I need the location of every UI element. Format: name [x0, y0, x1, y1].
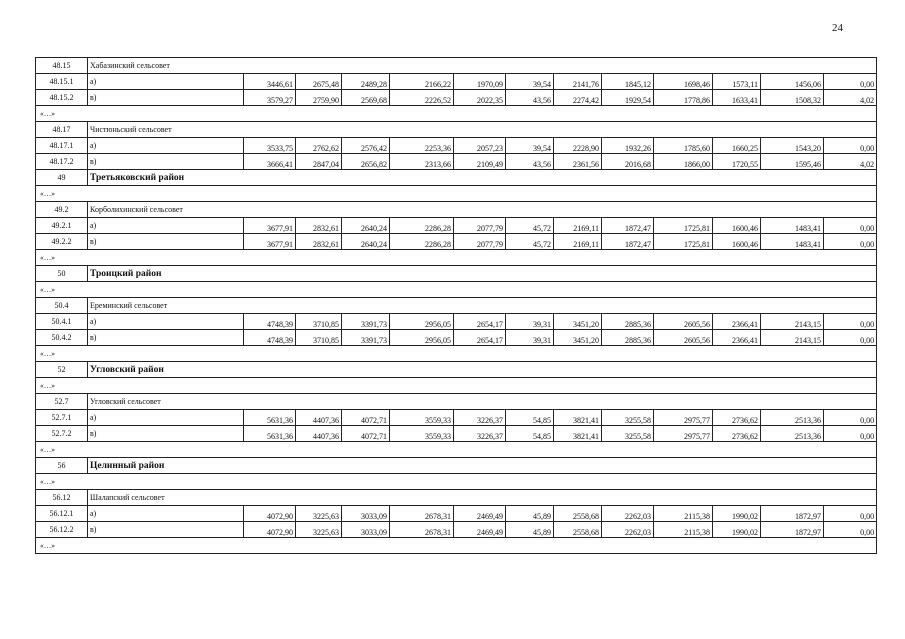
value-cell: 2736,62 — [713, 426, 761, 442]
value-cell: 1633,41 — [713, 90, 761, 106]
value-cell: 2262,03 — [602, 506, 654, 522]
row-code: 48.15 — [36, 58, 88, 74]
value-cell: 2253,36 — [390, 138, 454, 154]
value-cell: 2469,49 — [454, 522, 506, 538]
value-cell: 2847,04 — [296, 154, 342, 170]
value-cell: 1990,02 — [713, 522, 761, 538]
value-cell: 2678,31 — [390, 506, 454, 522]
data-row — [36, 138, 877, 154]
value-cell: 1543,20 — [761, 138, 824, 154]
value-cell: 0,00 — [824, 314, 877, 330]
value-cell: 2605,56 — [654, 330, 713, 346]
row-code: 52.7 — [36, 394, 88, 410]
value-cell: 2654,17 — [454, 330, 506, 346]
value-cell: 3255,58 — [602, 410, 654, 426]
value-cell: 43,56 — [506, 90, 554, 106]
row-code: 50.4.2 — [36, 330, 88, 346]
value-cell: 45,89 — [506, 506, 554, 522]
value-cell: 3225,63 — [296, 522, 342, 538]
value-cell: 0,00 — [824, 506, 877, 522]
value-cell: 2077,79 — [454, 218, 506, 234]
value-cell: 2022,35 — [454, 90, 506, 106]
row-code: 52 — [36, 362, 88, 378]
district-name: Троицкий район — [88, 266, 877, 282]
data-row — [36, 218, 877, 234]
data-row — [36, 154, 877, 170]
value-cell: 3821,41 — [554, 426, 602, 442]
row-code: 52.7.2 — [36, 426, 88, 442]
district-name: Третьяковский район — [88, 170, 877, 186]
value-cell: 0,00 — [824, 74, 877, 90]
value-cell: 2832,61 — [296, 218, 342, 234]
ellipsis-row — [36, 282, 877, 298]
row-code: 56 — [36, 458, 88, 474]
value-cell: 3579,27 — [244, 90, 296, 106]
value-cell: 2975,77 — [654, 410, 713, 426]
ellipsis-row — [36, 442, 877, 458]
value-cell: 4,02 — [824, 154, 877, 170]
row-code: 49.2.1 — [36, 218, 88, 234]
page-number: 24 — [832, 22, 843, 34]
value-cell: 1872,97 — [761, 522, 824, 538]
district-row — [36, 362, 877, 378]
district-name: Угловский район — [88, 362, 877, 378]
value-cell: 1929,54 — [602, 90, 654, 106]
ellipsis-cell: «…» — [36, 538, 877, 554]
value-cell: 4072,71 — [342, 426, 390, 442]
data-row — [36, 426, 877, 442]
ellipsis-cell: «…» — [36, 282, 877, 298]
value-cell: 2228,90 — [554, 138, 602, 154]
value-cell: 2361,56 — [554, 154, 602, 170]
district-row — [36, 170, 877, 186]
value-cell: 1866,00 — [654, 154, 713, 170]
value-cell: 0,00 — [824, 330, 877, 346]
row-code: 52.7.1 — [36, 410, 88, 426]
row-code: 48.15.1 — [36, 74, 88, 90]
value-cell: 2956,05 — [390, 330, 454, 346]
ellipsis-cell: «…» — [36, 250, 877, 266]
row-code: 56.12.1 — [36, 506, 88, 522]
value-cell: 1600,46 — [713, 234, 761, 250]
value-cell: 0,00 — [824, 522, 877, 538]
value-cell: 1725,81 — [654, 218, 713, 234]
value-cell: 45,72 — [506, 218, 554, 234]
row-label: а) — [88, 506, 244, 522]
value-cell: 3677,91 — [244, 234, 296, 250]
row-label: а) — [88, 138, 244, 154]
header-row — [36, 202, 877, 218]
value-cell: 4,02 — [824, 90, 877, 106]
row-code: 56.12 — [36, 490, 88, 506]
value-cell: 2286,28 — [390, 234, 454, 250]
value-cell: 1872,97 — [761, 506, 824, 522]
value-cell: 1778,86 — [654, 90, 713, 106]
row-label: в) — [88, 330, 244, 346]
value-cell: 1872,47 — [602, 234, 654, 250]
value-cell: 3255,58 — [602, 426, 654, 442]
value-cell: 2115,38 — [654, 506, 713, 522]
value-cell: 3710,85 — [296, 330, 342, 346]
value-cell: 2832,61 — [296, 234, 342, 250]
row-label: а) — [88, 314, 244, 330]
value-cell: 3533,75 — [244, 138, 296, 154]
value-cell: 2143,15 — [761, 330, 824, 346]
value-cell: 2762,62 — [296, 138, 342, 154]
value-cell: 1483,41 — [761, 234, 824, 250]
ellipsis-row — [36, 474, 877, 490]
settlement-name: Хабазинский сельсовет — [88, 58, 877, 74]
value-cell: 1595,46 — [761, 154, 824, 170]
row-label: а) — [88, 74, 244, 90]
value-cell: 4748,39 — [244, 330, 296, 346]
value-cell: 1970,09 — [454, 74, 506, 90]
header-row — [36, 298, 877, 314]
ellipsis-cell: «…» — [36, 378, 877, 394]
value-cell: 2558,68 — [554, 522, 602, 538]
value-cell: 4072,71 — [342, 410, 390, 426]
value-cell: 2166,22 — [390, 74, 454, 90]
value-cell: 2656,82 — [342, 154, 390, 170]
value-cell: 45,89 — [506, 522, 554, 538]
row-label: в) — [88, 90, 244, 106]
value-cell: 4072,90 — [244, 522, 296, 538]
data-row — [36, 330, 877, 346]
district-name: Целинный район — [88, 458, 877, 474]
value-cell: 0,00 — [824, 218, 877, 234]
tariff-table — [35, 57, 877, 554]
row-code: 49 — [36, 170, 88, 186]
value-cell: 2109,49 — [454, 154, 506, 170]
value-cell: 2141,76 — [554, 74, 602, 90]
ellipsis-row — [36, 538, 877, 554]
value-cell: 2640,24 — [342, 218, 390, 234]
data-row — [36, 74, 877, 90]
value-cell: 2143,15 — [761, 314, 824, 330]
row-label: а) — [88, 410, 244, 426]
row-label: в) — [88, 154, 244, 170]
ellipsis-row — [36, 106, 877, 122]
value-cell: 2640,24 — [342, 234, 390, 250]
value-cell: 1456,06 — [761, 74, 824, 90]
ellipsis-row — [36, 346, 877, 362]
row-code: 48.17 — [36, 122, 88, 138]
value-cell: 2169,11 — [554, 218, 602, 234]
header-row — [36, 58, 877, 74]
value-cell: 2115,38 — [654, 522, 713, 538]
ellipsis-row — [36, 186, 877, 202]
value-cell: 1660,25 — [713, 138, 761, 154]
value-cell: 3451,20 — [554, 330, 602, 346]
value-cell: 2678,31 — [390, 522, 454, 538]
value-cell: 3559,33 — [390, 426, 454, 442]
data-row — [36, 410, 877, 426]
value-cell: 1845,12 — [602, 74, 654, 90]
data-row — [36, 522, 877, 538]
value-cell: 2513,36 — [761, 410, 824, 426]
value-cell: 3677,91 — [244, 218, 296, 234]
value-cell: 0,00 — [824, 426, 877, 442]
ellipsis-cell: «…» — [36, 474, 877, 490]
value-cell: 2956,05 — [390, 314, 454, 330]
value-cell: 2274,42 — [554, 90, 602, 106]
value-cell: 2675,48 — [296, 74, 342, 90]
value-cell: 2057,23 — [454, 138, 506, 154]
value-cell: 3391,73 — [342, 330, 390, 346]
row-label: в) — [88, 426, 244, 442]
value-cell: 3559,33 — [390, 410, 454, 426]
value-cell: 2885,36 — [602, 314, 654, 330]
value-cell: 45,72 — [506, 234, 554, 250]
value-cell: 2558,68 — [554, 506, 602, 522]
value-cell: 1785,60 — [654, 138, 713, 154]
data-row — [36, 234, 877, 250]
value-cell: 1990,02 — [713, 506, 761, 522]
row-label: в) — [88, 522, 244, 538]
value-cell: 4072,90 — [244, 506, 296, 522]
value-cell: 1698,46 — [654, 74, 713, 90]
row-code: 50.4 — [36, 298, 88, 314]
row-code: 50 — [36, 266, 88, 282]
row-code: 49.2 — [36, 202, 88, 218]
value-cell: 3821,41 — [554, 410, 602, 426]
row-code: 56.12.2 — [36, 522, 88, 538]
value-cell: 2366,41 — [713, 314, 761, 330]
ellipsis-cell: «…» — [36, 346, 877, 362]
row-label: а) — [88, 218, 244, 234]
row-code: 48.17.1 — [36, 138, 88, 154]
value-cell: 2313,66 — [390, 154, 454, 170]
value-cell: 43,56 — [506, 154, 554, 170]
district-row — [36, 266, 877, 282]
ellipsis-row — [36, 378, 877, 394]
value-cell: 2569,68 — [342, 90, 390, 106]
ellipsis-cell: «…» — [36, 186, 877, 202]
district-row — [36, 458, 877, 474]
value-cell: 54,85 — [506, 426, 554, 442]
value-cell: 2759,90 — [296, 90, 342, 106]
value-cell: 4748,39 — [244, 314, 296, 330]
value-cell: 39,54 — [506, 138, 554, 154]
value-cell: 1720,55 — [713, 154, 761, 170]
value-cell: 2077,79 — [454, 234, 506, 250]
value-cell: 4407,36 — [296, 410, 342, 426]
row-code: 50.4.1 — [36, 314, 88, 330]
header-row — [36, 394, 877, 410]
row-label: в) — [88, 234, 244, 250]
value-cell: 1600,46 — [713, 218, 761, 234]
value-cell: 2016,68 — [602, 154, 654, 170]
settlement-name: Угловский сельсовет — [88, 394, 877, 410]
settlement-name: Чистюньский сельсовет — [88, 122, 877, 138]
value-cell: 2366,41 — [713, 330, 761, 346]
data-row — [36, 314, 877, 330]
value-cell: 2576,42 — [342, 138, 390, 154]
value-cell: 0,00 — [824, 410, 877, 426]
value-cell: 3710,85 — [296, 314, 342, 330]
value-cell: 2262,03 — [602, 522, 654, 538]
value-cell: 3391,73 — [342, 314, 390, 330]
value-cell: 54,85 — [506, 410, 554, 426]
value-cell: 39,31 — [506, 314, 554, 330]
row-code: 48.15.2 — [36, 90, 88, 106]
value-cell: 2975,77 — [654, 426, 713, 442]
header-row — [36, 122, 877, 138]
value-cell: 2736,62 — [713, 410, 761, 426]
value-cell: 0,00 — [824, 138, 877, 154]
value-cell: 2169,11 — [554, 234, 602, 250]
settlement-name: Шалапский сельсовет — [88, 490, 877, 506]
value-cell: 2885,36 — [602, 330, 654, 346]
value-cell: 2286,28 — [390, 218, 454, 234]
value-cell: 39,31 — [506, 330, 554, 346]
data-row — [36, 90, 877, 106]
value-cell: 2605,56 — [654, 314, 713, 330]
value-cell: 3446,61 — [244, 74, 296, 90]
value-cell: 2469,49 — [454, 506, 506, 522]
row-code: 48.17.2 — [36, 154, 88, 170]
value-cell: 3225,63 — [296, 506, 342, 522]
value-cell: 3451,20 — [554, 314, 602, 330]
value-cell: 1725,81 — [654, 234, 713, 250]
settlement-name: Корболихинский сельсовет — [88, 202, 877, 218]
ellipsis-cell: «…» — [36, 106, 877, 122]
ellipsis-cell: «…» — [36, 442, 877, 458]
value-cell: 5631,36 — [244, 410, 296, 426]
value-cell: 0,00 — [824, 234, 877, 250]
value-cell: 2654,17 — [454, 314, 506, 330]
header-row — [36, 490, 877, 506]
value-cell: 1932,26 — [602, 138, 654, 154]
row-code: 49.2.2 — [36, 234, 88, 250]
value-cell: 39,54 — [506, 74, 554, 90]
value-cell: 2489,28 — [342, 74, 390, 90]
value-cell: 3033,09 — [342, 506, 390, 522]
value-cell: 1573,11 — [713, 74, 761, 90]
value-cell: 3226,37 — [454, 410, 506, 426]
value-cell: 3033,09 — [342, 522, 390, 538]
settlement-name: Ереминский сельсовет — [88, 298, 877, 314]
value-cell: 2513,36 — [761, 426, 824, 442]
value-cell: 2226,52 — [390, 90, 454, 106]
value-cell: 5631,36 — [244, 426, 296, 442]
value-cell: 3226,37 — [454, 426, 506, 442]
value-cell: 1508,32 — [761, 90, 824, 106]
value-cell: 1872,47 — [602, 218, 654, 234]
value-cell: 3666,41 — [244, 154, 296, 170]
value-cell: 4407,36 — [296, 426, 342, 442]
ellipsis-row — [36, 250, 877, 266]
data-row — [36, 506, 877, 522]
value-cell: 1483,41 — [761, 218, 824, 234]
